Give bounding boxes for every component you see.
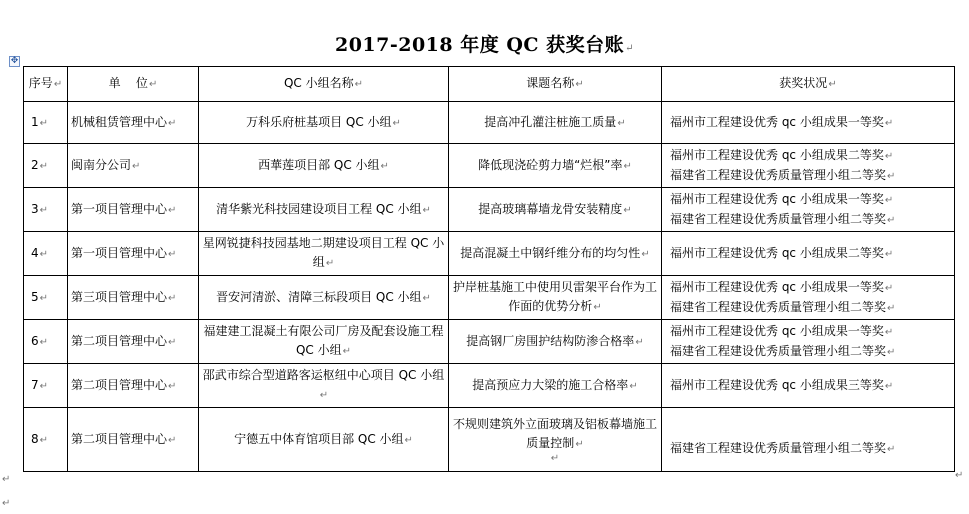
cell-group: 晋安河清淤、清障三标段项目 QC 小组↵ (199, 276, 449, 320)
cell-idx: 1↵ (24, 102, 68, 144)
cell-award: 福州市工程建设优秀 qc 小组成果一等奖↵ 福建省工程建设优秀质量管理小组二等奖↵ (662, 188, 955, 232)
paragraph-mark: ↵ (884, 150, 894, 162)
table-row (24, 144, 955, 188)
page-title: 2017-2018 年度 QC 获奖台账↵ (334, 34, 635, 56)
header-award: 获奖状况↵ (662, 67, 955, 102)
cell-idx: 4↵ (24, 232, 68, 276)
cell-award: 福州市工程建设优秀 qc 小组成果二等奖↵ (662, 232, 955, 276)
cell-topic: 提高钢厂房围护结构防渗合格率↵ (449, 320, 662, 364)
cell-group: 宁德五中体育馆项目部 QC 小组↵ (199, 408, 449, 472)
cell-award: 福州市工程建设优秀 qc 小组成果二等奖↵ 福建省工程建设优秀质量管理小组二等奖↵ (662, 144, 955, 188)
table-row (24, 276, 955, 320)
cell-topic: 降低现浇砼剪力墙“烂根”率↵ (449, 144, 662, 188)
cell-idx: 8↵ (24, 408, 68, 472)
table-move-handle-icon[interactable]: ✥ (10, 56, 19, 66)
paragraph-mark: ↵ (625, 43, 635, 54)
cell-idx: 7↵ (24, 364, 68, 408)
cell-award: 福州市工程建设优秀 qc 小组成果一等奖↵ (662, 102, 955, 144)
row-end-mark: ↵ (955, 470, 964, 481)
end-paragraph-mark: ↵ (2, 474, 11, 485)
cell-unit: 机械租赁管理中心↵ (68, 102, 199, 144)
header-idx: 序号↵ (24, 67, 68, 102)
paragraph-mark: ↵ (887, 302, 896, 314)
header-unit: 单 位↵ (68, 67, 199, 102)
table-row (24, 320, 955, 364)
cell-group: 星网锐捷科技园基地二期建设项目工程 QC 小组↵ (199, 232, 449, 276)
cell-unit: 第一项目管理中心↵ (68, 188, 199, 232)
paragraph-mark: ↵ (884, 380, 894, 392)
cell-topic: 提高预应力大梁的施工合格率↵ (449, 364, 662, 408)
table-row (24, 188, 955, 232)
table-row (24, 232, 955, 276)
cell-award: 福州市工程建设优秀 qc 小组成果一等奖↵ 福建省工程建设优秀质量管理小组二等奖↵ (662, 276, 955, 320)
cell-topic: 不规则建筑外立面玻璃及铝板幕墙施工质量控制↵ ↵ (449, 408, 662, 472)
header-topic: 课题名称↵ (449, 67, 662, 102)
cell-unit: 第二项目管理中心↵ (68, 320, 199, 364)
cell-unit: 第二项目管理中心↵ (68, 364, 199, 408)
cell-unit: 第二项目管理中心↵ (68, 408, 199, 472)
qc-award-ledger-table (23, 66, 955, 472)
cell-unit: 闽南分公司↵ (68, 144, 199, 188)
header-group: QC 小组名称↵ (199, 67, 449, 102)
paragraph-mark: ↵ (884, 194, 894, 206)
paragraph-mark: ↵ (884, 326, 894, 338)
cell-award: 福州市工程建设优秀 qc 小组成果三等奖↵ (662, 364, 955, 408)
paragraph-mark: ↵ (884, 248, 894, 260)
paragraph-mark: ↵ (884, 117, 894, 129)
paragraph-mark: ↵ (887, 444, 896, 455)
cell-group: 清华紫光科技园建设项目工程 QC 小组↵ (199, 188, 449, 232)
cell-group: 福建建工混凝土有限公司厂房及配套设施工程 QC 小组↵ (199, 320, 449, 364)
cell-award: 福州市工程建设优秀 qc 小组成果一等奖↵ 福建省工程建设优秀质量管理小组二等奖↵ (662, 320, 955, 364)
table-row (24, 364, 955, 408)
paragraph-mark: ↵ (884, 282, 894, 294)
cell-group: 万科乐府桩基项目 QC 小组↵ (199, 102, 449, 144)
table-row (24, 408, 955, 472)
cell-idx: 2↵ (24, 144, 68, 188)
cell-topic: 提高混凝土中钢纤维分布的均匀性↵ (449, 232, 662, 276)
cell-topic: 提高冲孔灌注桩施工质量↵ (449, 102, 662, 144)
cell-topic: 提高玻璃幕墙龙骨安装精度↵ (449, 188, 662, 232)
cell-unit: 第一项目管理中心↵ (68, 232, 199, 276)
cell-topic: 护岸桩基施工中使用贝雷架平台作为工作面的优势分析↵ (449, 276, 662, 320)
table-header-row (24, 67, 955, 102)
cell-unit: 第三项目管理中心↵ (68, 276, 199, 320)
paragraph-mark: ↵ (887, 214, 896, 226)
paragraph-mark: ↵ (887, 170, 896, 182)
paragraph-mark: ↵ (887, 346, 896, 358)
cell-group: 西華莲项目部 QC 小组↵ (199, 144, 449, 188)
cell-award: 福建省工程建设优秀质量管理小组二等奖↵ (662, 408, 955, 472)
cell-idx: 3↵ (24, 188, 68, 232)
cell-idx: 6↵ (24, 320, 68, 364)
cell-idx: 5↵ (24, 276, 68, 320)
table-row (24, 102, 955, 144)
cell-group: 邵武市综合型道路客运枢纽中心项目 QC 小组↵ (199, 364, 449, 408)
doc-paragraph-mark: ↵ (2, 498, 11, 509)
